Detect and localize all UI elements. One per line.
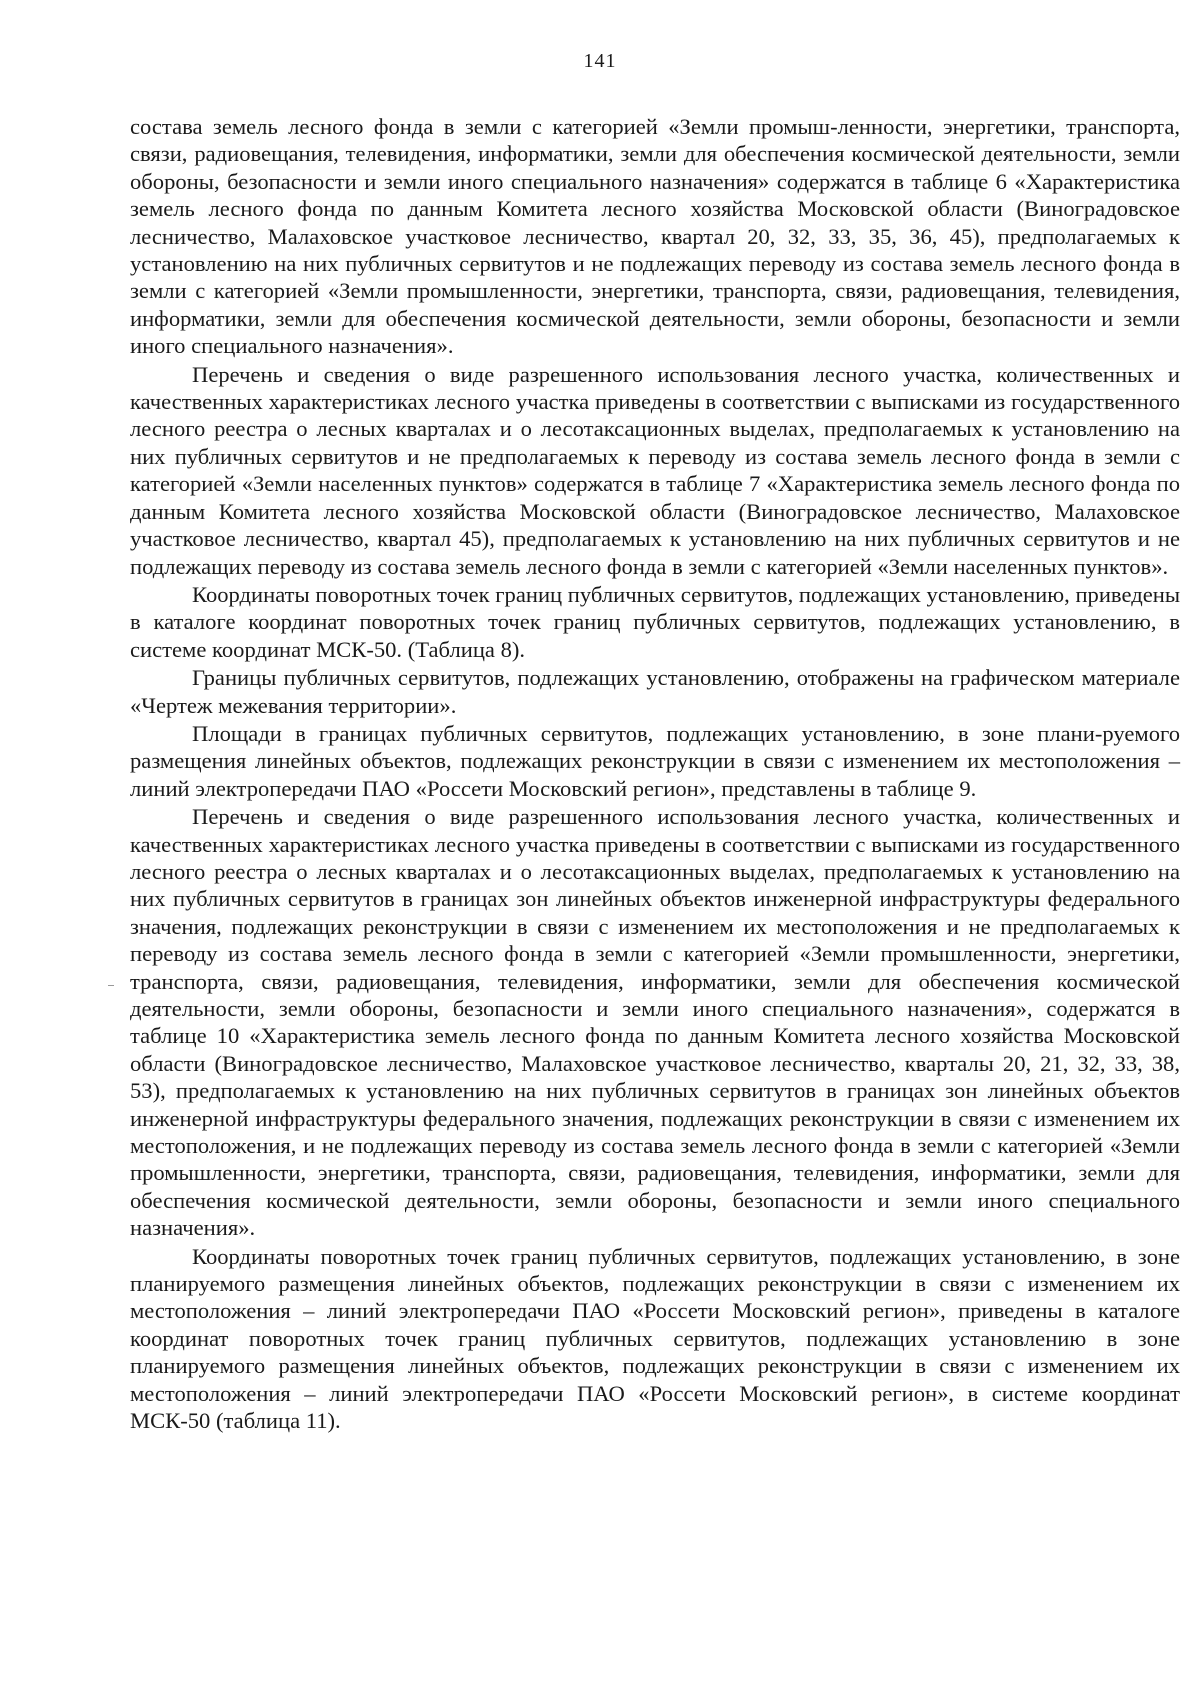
paragraph-1: состава земель лесного фонда в земли с категорией «Земли промыш-ленности, энергетики, транспорта, связи, радиовещания, телевидения, информатики, земли для обеспечения космической деятельности, земли обороны, безопасности и земли иного специального назначения» содержатся в таблице 6 «Характеристика земель лесного фонда по данным Комитета лесного хозяйства Московской области (Виноградовское лесничество, Малаховское участковое лесничество, квартал 20, 32, 33, 35, 36, 45), предполагаемых к установлению на них публичных сервитутов и не подлежащих переводу из состава земель лесного фонда в земли с категорией «Земли промышленности, энергетики, транспорта, связи, радиовещания, телевидения, информатики, земли для обеспечения космической деятельности, земли обороны, безопасности и земли иного специального назначения». (130, 114, 1180, 359)
page-number: 141 (583, 50, 617, 72)
paragraph-4: Границы публичных сервитутов, подлежащих установлению, отображены на графическом материале «Чертеж межевания территории». (130, 665, 1180, 718)
paragraph-6: Перечень и сведения о виде разрешенного использования лесного участка, количественных и качественных характеристиках лесного участка приведены в соответствии с выписками из государственного лесного реестра о лесных кварталах и о лесотаксационных выделах, предполагаемых к установлению на них публичных сервитутов в границах зон линейных объектов инженерной инфраструктуры федерального значения, подлежащих реконструкции в связи с изменением их местоположения и не предполагаемых к переводу из состава земель лесного фонда в земли с категорией «Земли промышленности, энергетики, транспорта, связи, радиовещания, телевидения, информатики, земли для обеспечения космической деятельности, земли обороны, безопасности и земли иного специального назначения», содержатся в таблице 10 «Характеристика земель лесного фонда по данным Комитета лесного хозяйства Московской области (Виноградовское лесничество, Малаховское участковое лесничество, кварталы 20, 21, 32, 33, 38, 53), предполагаемых к установлению на них публичных сервитутов в границах зон линейных объектов инженерной инфраструктуры федерального значения, подлежащих реконструкции в связи с изменением их местоположения, и не подлежащих переводу из состава земель лесного фонда в земли с категорией «Земли промышленности, энергетики, транспорта, связи, радиовещания, телевидения, информатики, земли для обеспечения космической деятельности, земли обороны, безопасности и земли иного специального назначения». (130, 804, 1180, 1241)
paragraph-7: Координаты поворотных точек границ публичных сервитутов, подлежащих установлению, в зоне планируемого размещения линейных объектов, подлежащих реконструкции в связи с изменением их местоположения – линий электропередачи ПАО «Россети Московский регион», приведены в каталоге координат поворотных точек границ публичных сервитутов, подлежащих установлению в зоне планируемого размещения линейных объектов, подлежащих реконструкции в связи с изменением их местоположения – линий электропередачи ПАО «Россети Московский регион», в системе координат МСК-50 (таблица 11). (130, 1243, 1180, 1434)
paragraph-2: Перечень и сведения о виде разрешенного использования лесного участка, количественных и качественных характеристиках лесного участка приведены в соответствии с выписками из государственного лесного реестра о лесных кварталах и о лесотаксационных выделах, предполагаемых к установлению на них публичных сервитутов и не предполагаемых к переводу из состава земель лесного фонда в земли с категорией «Земли населенных пунктов» содержатся в таблице 7 «Характеристика земель лесного фонда по данным Комитета лесного хозяйства Московской области (Виноградовское лесничество, Малаховское участковое лесничество, квартал 45), предполагаемых к установлению на них публичных сервитутов и не подлежащих переводу из состава земель лесного фонда в земли с категорией «Земли населенных пунктов». (130, 361, 1180, 579)
text-body (130, 113, 1180, 1435)
paragraph-5: Площади в границах публичных сервитутов, подлежащих установлению, в зоне плани-руемого размещения линейных объектов, подлежащих реконструкции в связи с изменением их местоположения – линий электропередачи ПАО «Россети Московский регион», представлены в таблице 9. (130, 720, 1180, 801)
scan-mark (108, 985, 114, 986)
paragraph-3: Координаты поворотных точек границ публичных сервитутов, подлежащих установлению, приведены в каталоге координат поворотных точек границ публичных сервитутов, подлежащих установлению, в системе координат МСК-50. (Таблица 8). (130, 581, 1180, 662)
